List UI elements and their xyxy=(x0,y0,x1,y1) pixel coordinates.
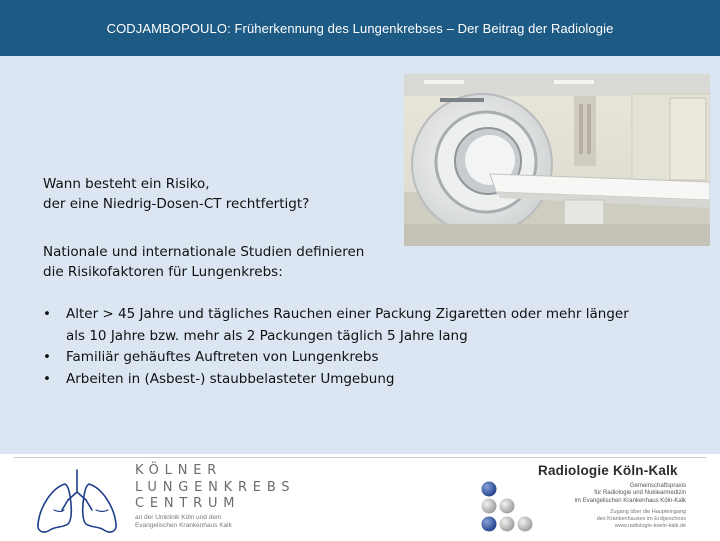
lung-center-subtitle-line: an der Uniklinik Köln und dem xyxy=(135,514,222,521)
radiology-practice-access-note xyxy=(546,509,686,529)
radiology-practice-name: Radiologie Köln-Kalk xyxy=(538,463,678,478)
studies-intro xyxy=(43,242,364,282)
risk-factor-list xyxy=(43,304,703,390)
radiology-practice-subtitle xyxy=(546,483,686,505)
radiology-access-line: Zugang über die Haupteingang xyxy=(610,509,686,515)
radiology-subtitle-line: im Evangelischen Krankenhaus Köln-Kalk xyxy=(574,497,686,504)
lung-center-name-line: KÖLNER xyxy=(135,463,223,478)
risk-question-line: der eine Niedrig-Dosen-CT rechtfertigt? xyxy=(43,196,310,212)
radiology-dots-icon xyxy=(476,480,536,536)
lung-center-subtitle-line: Evangelischen Krankenhaus Kalk xyxy=(135,522,232,529)
radiology-website: www.radiologie-koeln-kalk.de xyxy=(614,522,686,529)
risk-factor-text: als 10 Jahre bzw. mehr als 2 Packungen täglich 5 Jahre lang xyxy=(66,327,468,344)
ct-scanner-photo xyxy=(404,74,710,246)
risk-question-line: Wann besteht ein Risiko, xyxy=(43,176,210,192)
slide-header xyxy=(0,0,720,56)
lung-center-name-line: CENTRUM xyxy=(135,496,241,511)
risk-factor-item xyxy=(43,369,703,391)
lung-center-logo-text xyxy=(135,463,295,513)
risk-question xyxy=(43,174,309,214)
radiology-subtitle-line: Gemeinschaftspraxis xyxy=(629,483,686,489)
risk-factor-text: Alter > 45 Jahre und tägliches Rauchen einer Packung Zigaretten oder mehr länger xyxy=(66,306,629,322)
lung-center-name-line: LUNGENKREBS xyxy=(135,479,296,495)
studies-intro-line: Nationale und internationale Studien definieren xyxy=(43,244,365,260)
radiology-access-line: des Krankenhauses im Erdgeschoss xyxy=(596,515,686,522)
lung-icon xyxy=(34,466,120,536)
risk-factor-item xyxy=(43,347,703,369)
radiology-subtitle-line: für Radiologie und Nuklearmedizin xyxy=(594,490,686,497)
risk-factor-text: Arbeiten in (Asbest-) staubbelasteter Umgebung xyxy=(66,370,395,387)
risk-factor-item xyxy=(43,304,703,347)
slide-title: CODJAMBOPOULO: Früherkennung des Lungenkrebses – Der Beitrag der Radiologie xyxy=(106,21,614,36)
studies-intro-line: die Risikofaktoren für Lungenkrebs: xyxy=(43,264,283,280)
bullet-glyph: • xyxy=(43,306,51,322)
risk-factor-text: Familiär gehäuftes Auftreten von Lungenkrebs xyxy=(66,349,379,365)
footer-divider xyxy=(14,457,706,458)
lung-center-subtitle xyxy=(135,514,232,530)
bullet-glyph: • xyxy=(43,370,51,387)
bullet-glyph: • xyxy=(43,349,51,365)
